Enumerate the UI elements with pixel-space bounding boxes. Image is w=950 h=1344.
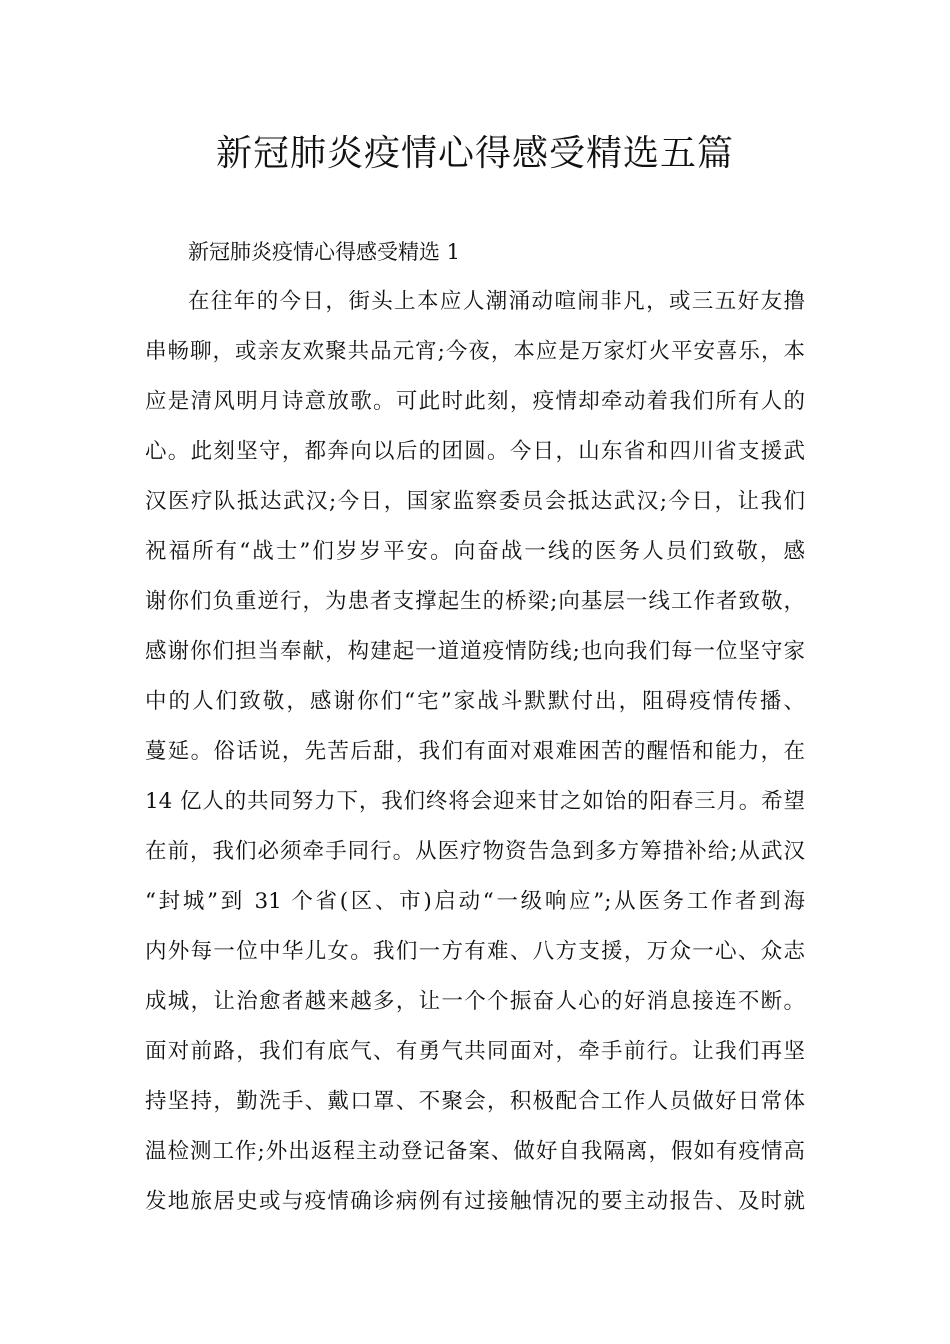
body-paragraph bbox=[145, 284, 805, 1234]
paragraph-line: 面对前路，我们有底气、有勇气共同面对，牵手前行。让我们再坚 bbox=[145, 1039, 805, 1064]
paragraph-line: 内外每一位中华儿女。我们一方有难、八方支援，万众一心、众志 bbox=[145, 939, 805, 964]
paragraph-line: 汉医疗队抵达武汉;今日，国家监察委员会抵达武汉;今日，让我们 bbox=[145, 489, 805, 514]
paragraph-line: 感谢你们担当奉献，构建起一道道疫情防线;也向我们每一位坚守家 bbox=[145, 639, 805, 664]
paragraph-line: 串畅聊，或亲友欢聚共品元宵;今夜，本应是万家灯火平安喜乐，本 bbox=[145, 339, 805, 364]
paragraph-line: 中的人们致敬，感谢你们“宅”家战斗默默付出，阻碍疫情传播、 bbox=[145, 689, 805, 714]
paragraph-line: 祝福所有“战士”们岁岁平安。向奋战一线的医务人员们致敬，感 bbox=[145, 539, 805, 564]
paragraph-line: 持坚持，勤洗手、戴口罩、不聚会，积极配合工作人员做好日常体 bbox=[145, 1089, 805, 1114]
document-title: 新冠肺炎疫情心得感受精选五篇 bbox=[215, 133, 734, 174]
paragraph-line: “封城”到 31 个省(区、市)启动“一级响应”;从医务工作者到海 bbox=[145, 889, 805, 914]
paragraph-line: 成城，让治愈者越来越多，让一个个振奋人心的好消息接连不断。 bbox=[145, 989, 805, 1014]
paragraph-line: 在前，我们必须牵手同行。从医疗物资告急到多方筹措补给;从武汉 bbox=[145, 839, 805, 864]
paragraph-line: 在往年的今日，街头上本应人潮涌动喧闹非凡，或三五好友撸 bbox=[188, 289, 805, 314]
paragraph-line: 心。此刻坚守，都奔向以后的团圆。今日，山东省和四川省支援武 bbox=[145, 439, 805, 464]
paragraph-line: 14 亿人的共同努力下，我们终将会迎来甘之如饴的阳春三月。希望 bbox=[145, 789, 805, 814]
paragraph-line: 谢你们负重逆行，为患者支撑起生的桥梁;向基层一线工作者致敬， bbox=[145, 589, 805, 614]
paragraph-line: 蔓延。俗话说，先苦后甜，我们有面对艰难困苦的醒悟和能力，在 bbox=[145, 739, 805, 764]
paragraph-line: 发地旅居史或与疫情确诊病例有过接触情况的要主动报告、及时就 bbox=[145, 1189, 805, 1214]
paragraph-line: 应是清风明月诗意放歌。可此时此刻，疫情却牵动着我们所有人的 bbox=[145, 389, 805, 414]
paragraph-line: 温检测工作;外出返程主动登记备案、做好自我隔离，假如有疫情高 bbox=[145, 1139, 805, 1164]
section-heading: 新冠肺炎疫情心得感受精选 1 bbox=[188, 240, 461, 264]
